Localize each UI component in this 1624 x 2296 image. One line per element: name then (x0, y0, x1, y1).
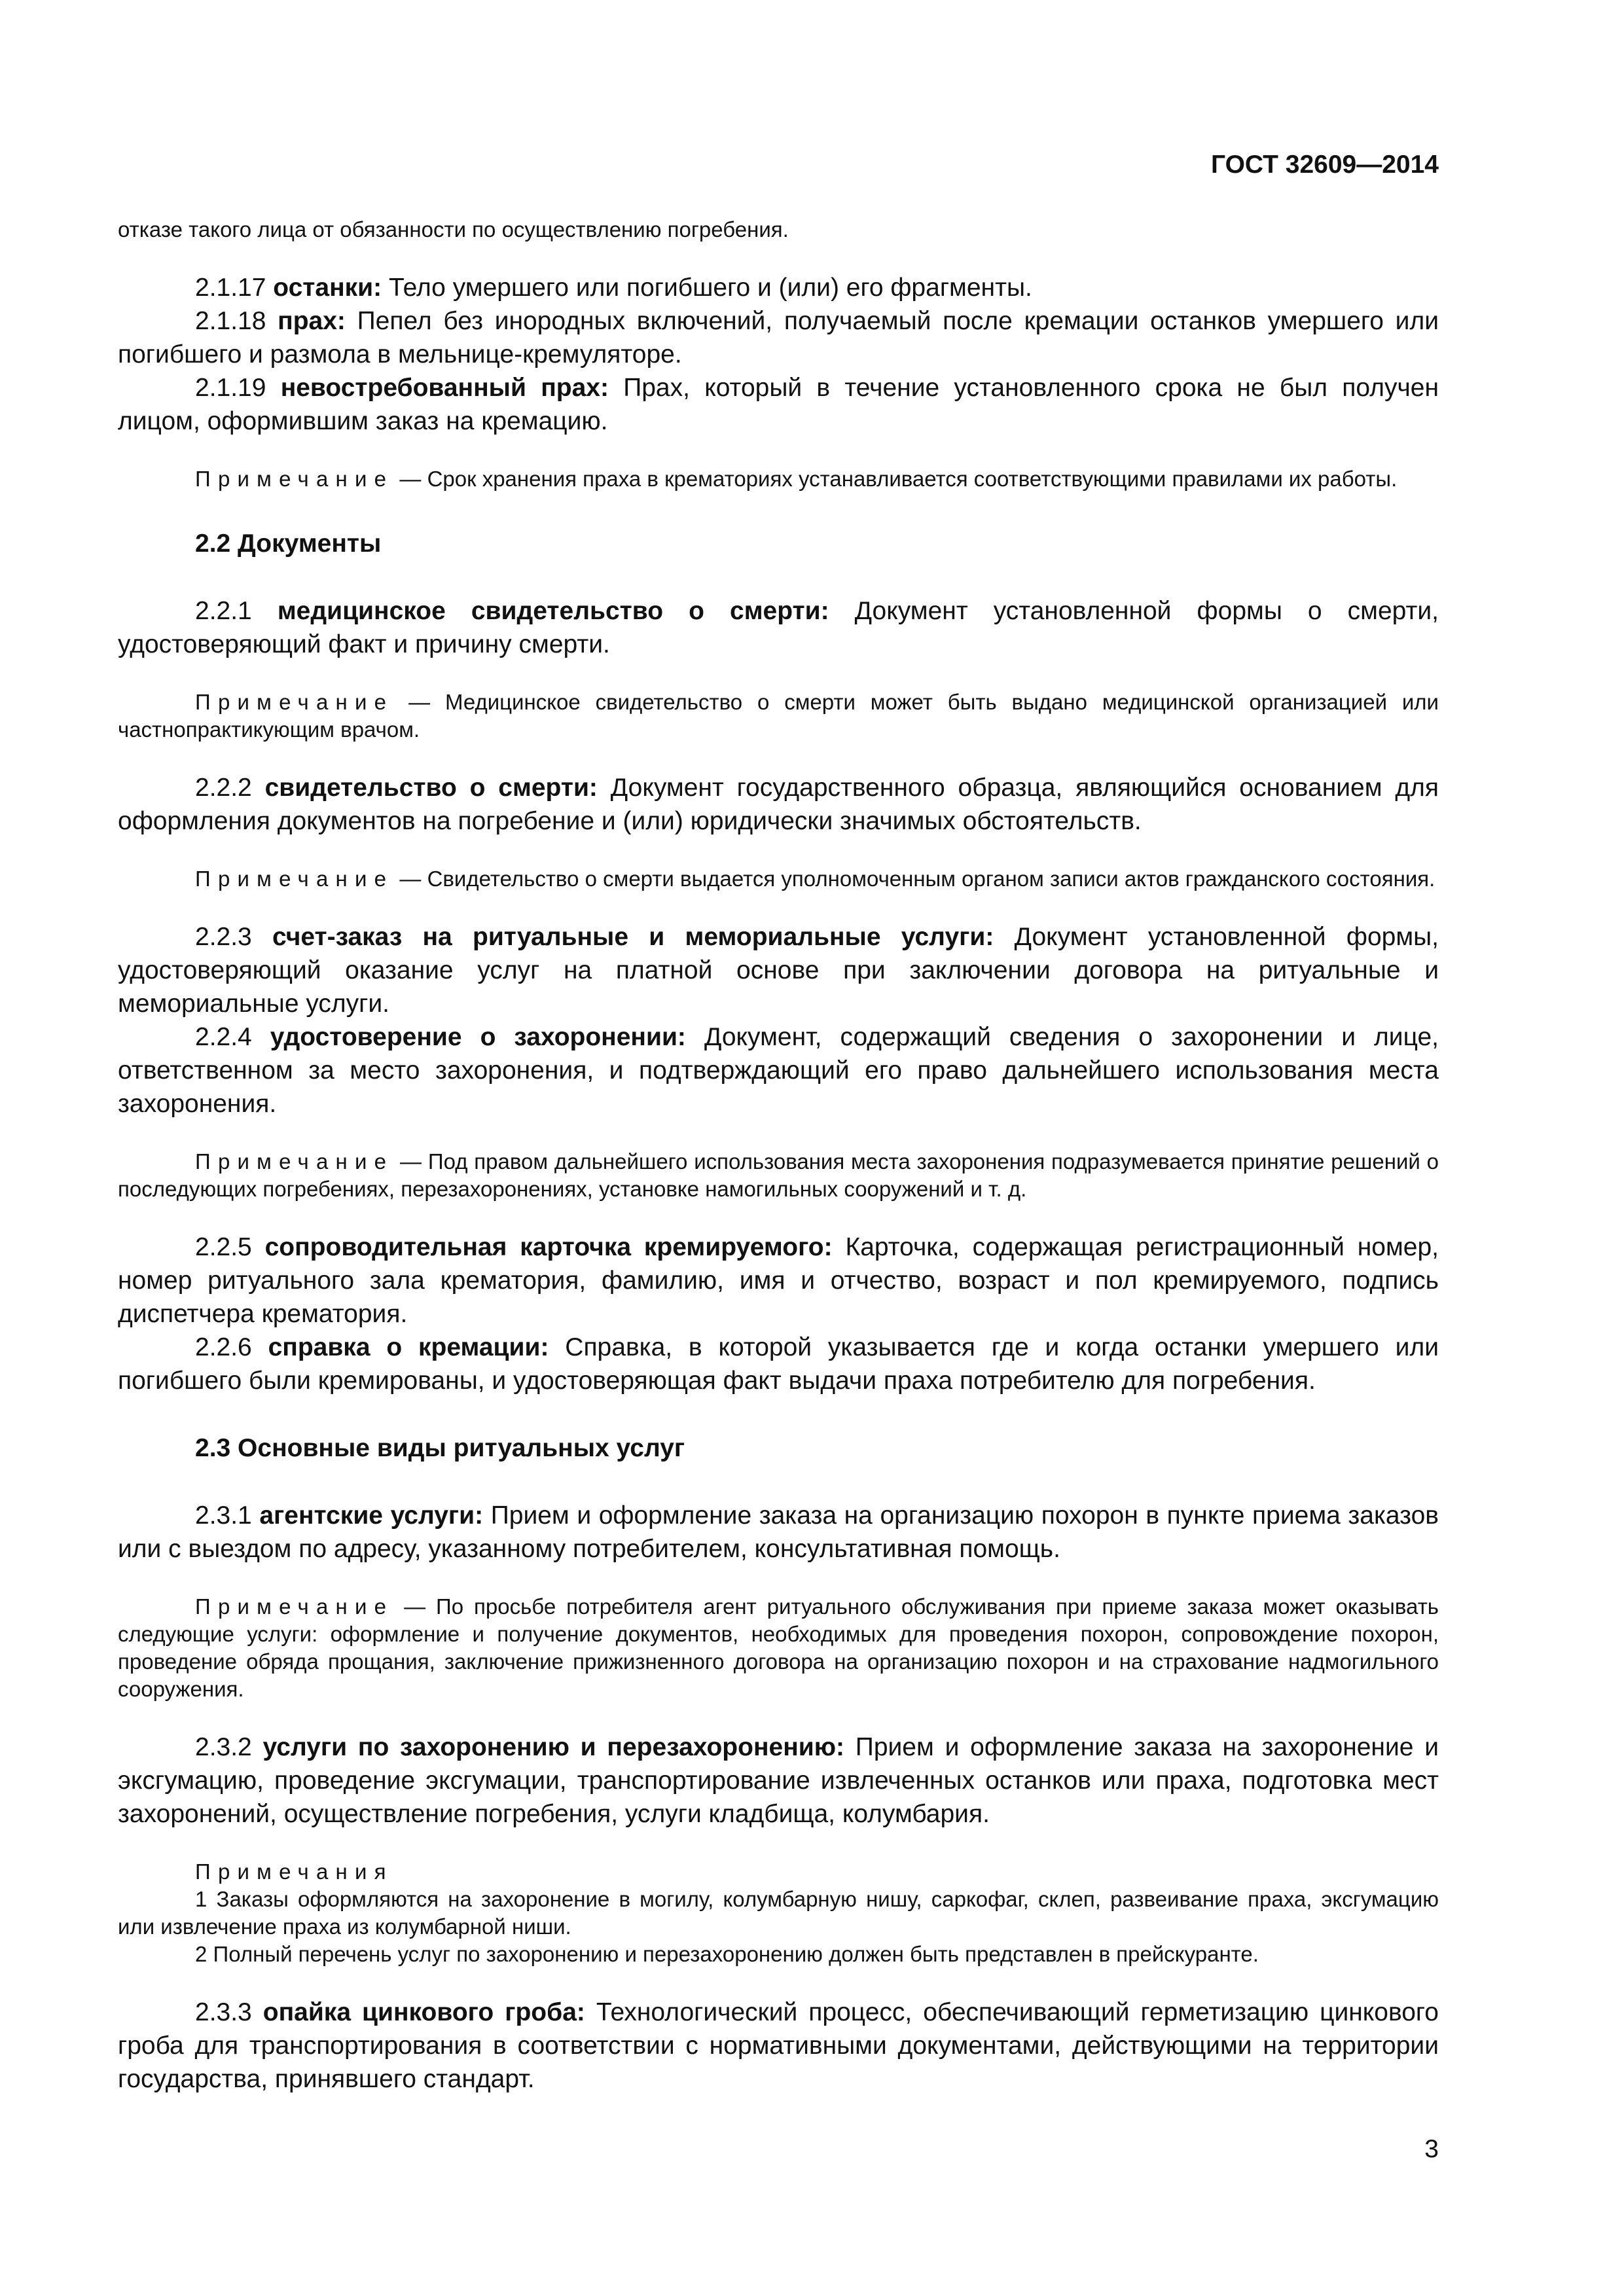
term-2-3-2: 2.3.2 услуги по захоронению и перезахоронению: Прием и оформление заказа на захоронение и эксгумацию, проведение эксгумации, транспортирование извлеченных останков или праха, подготовка мест захоронений, осуществление погребения, услуги кладбища, колумбария. (118, 1733, 1439, 1828)
term-2-2-4: 2.2.4 удостоверение о захоронении: Документ, содержащий сведения о захоронении и лице, ответственном за место захоронения, и подтверждающий его право дальнейшего использования места захоронения. (118, 1023, 1439, 1118)
standard-header: ГОСТ 32609—2014 (1211, 151, 1439, 179)
term-2-2-5: 2.2.5 сопроводительная карточка кремируемого: Карточка, содержащая регистрационный номер, номер ритуального зала крематория, фамилию, имя и отчество, возраст и пол кремируемого, подпись диспетчера крематория. (118, 1233, 1439, 1328)
note-2-2-4: Примечание — Под правом дальнейшего использования места захоронения подразумевается принятие решений о последующих погребениях, перезахоронениях, установке намогильных сооружений и т. д. (118, 1149, 1439, 1201)
note-2-3-2-2: 2 Полный перечень услуг по захоронению и перезахоронению должен быть представлен в прейскуранте. (195, 1942, 1259, 1966)
term-2-2-2: 2.2.2 свидетельство о смерти: Документ государственного образца, являющийся основанием для оформления документов на погребение и (или) юридически значимых обстоятельств. (118, 774, 1439, 835)
term-2-2-1: 2.2.1 медицинское свидетельство о смерти: Документ установленной формы о смерти, удостоверяющий факт и причину смерти. (118, 597, 1439, 658)
section-2-2-heading: 2.2 Документы (195, 529, 382, 558)
section-2-3-heading: 2.3 Основные виды ритуальных услуг (195, 1434, 685, 1462)
note-2-2-2: Примечание — Свидетельство о смерти выдается уполномоченным органом записи актов гражданского состояния. (195, 867, 1435, 891)
term-2-2-6: 2.2.6 справка о кремации: Справка, в которой указывается где и когда останки умершего или погибшего были кремированы, и удостоверяющая факт выдачи праха потребителю для погребения. (118, 1333, 1439, 1395)
page-content (118, 216, 1439, 2096)
term-2-3-3: 2.3.3 опайка цинкового гроба: Технологический процесс, обеспечивающий герметизацию цинкового гроба для транспортирования в соответствии с нормативными документами, действующими на территории государства, принявшего стандарт. (118, 1998, 1439, 2093)
term-2-2-3: 2.2.3 счет-заказ на ритуальные и мемориальные услуги: Документ установленной формы, удостоверяющий оказание услуг на платной основе при заключении договора на ритуальные и мемориальные услуги. (118, 923, 1439, 1018)
note-2-1-19: Примечание — Срок хранения праха в крематориях устанавливается соответствующими правилами их работы. (195, 467, 1398, 491)
note-2-2-1: Примечание — Медицинское свидетельство о смерти может быть выдано медицинской организацией или частнопрактикующим врачом. (118, 690, 1439, 742)
note-2-3-1: Примечание — По просьбе потребителя агент ритуального обслуживания при приеме заказа может оказывать следующие услуги: оформление и получение документов, необходимых для проведения похорон, сопровождение похорон, проведение обряда прощания, заключение прижизненного договора на организацию похорон и на страхование надмогильного сооружения. (118, 1594, 1439, 1701)
term-2-1-19: 2.1.19 невостребованный прах: Прах, который в течение установленного срока не был получен лицом, оформившим заказ на кремацию. (118, 374, 1439, 435)
term-2-3-1: 2.3.1 агентские услуги: Прием и оформление заказа на организацию похорон в пункте приема заказов или с выездом по адресу, указанному потребителем, консультативная помощь. (118, 1501, 1439, 1563)
notes-2-3-2-label: Примечания (195, 1859, 393, 1884)
term-2-1-18: 2.1.18 прах: Пепел без инородных включений, получаемый после кремации останков умершего или погибшего и размола в мельнице-кремуляторе. (118, 307, 1439, 368)
note-2-3-2-1: 1 Заказы оформляются на захоронение в могилу, колумбарную нишу, саркофаг, склеп, развеивание праха, эксгумацию или извлечение праха из колумбарной ниши. (118, 1887, 1439, 1939)
continuation-text: отказе такого лица от обязанности по осуществлению погребения. (118, 217, 789, 242)
page-number: 3 (1424, 2135, 1439, 2163)
term-2-1-17: 2.1.17 останки: Тело умершего или погибшего и (или) его фрагменты. (195, 274, 1032, 302)
